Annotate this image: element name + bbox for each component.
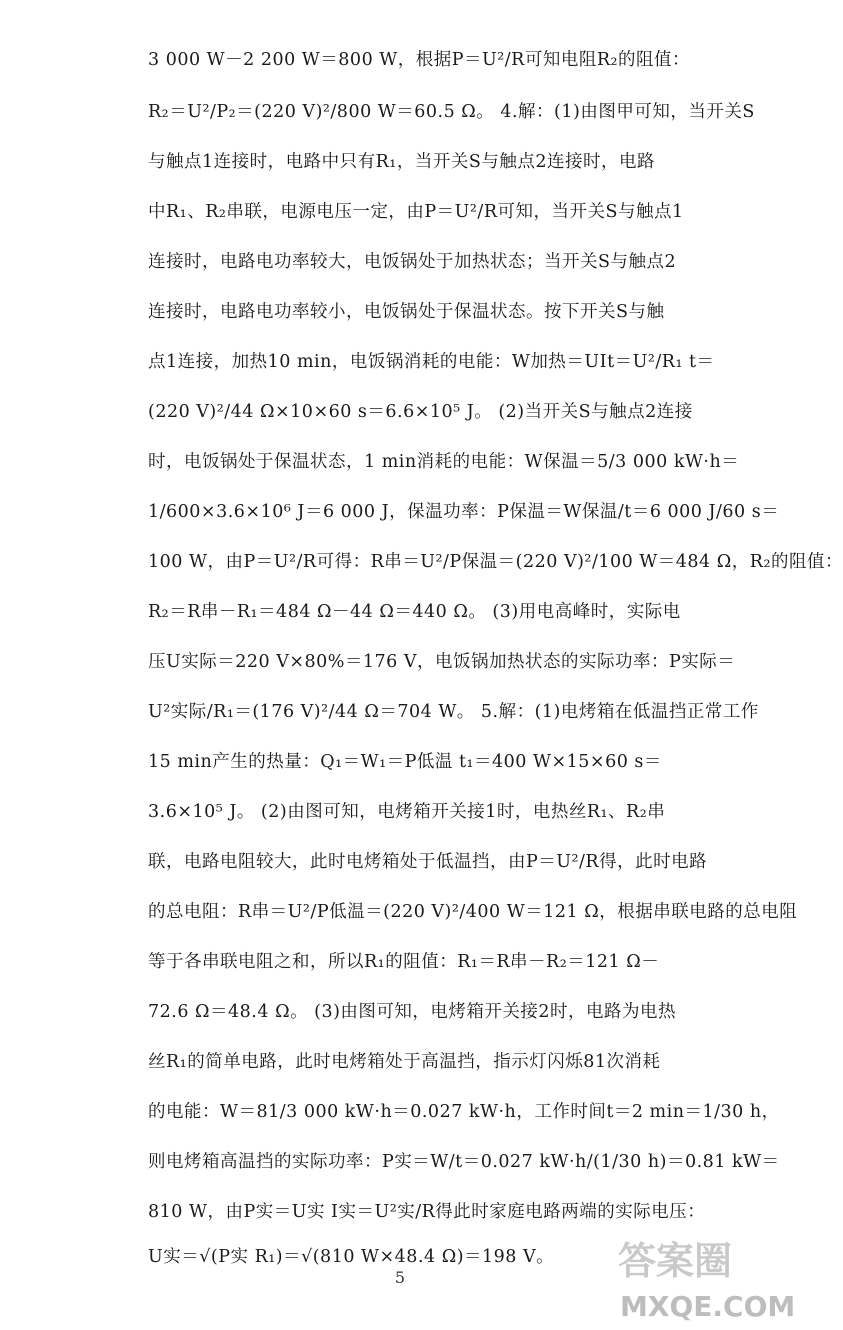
text-line: R₂＝U²/P₂＝(220 V)²/800 W＝60.5 Ω。 4.解：(1)由图甲可知，当开关S [148,102,755,122]
text-line: 等于各串联电阻之和，所以R₁的阻值：R₁＝R串－R₂＝121 Ω－ [148,952,660,972]
text-line: 连接时，电路电功率较大，电饭锅处于加热状态；当开关S与触点2 [148,252,677,272]
text-line: 联，电路电阻较大，此时电烤箱处于低温挡，由P＝U²/R得，此时电路 [148,852,708,872]
text-line: 3.6×10⁵ J。 (2)由图可知，电烤箱开关接1时，电热丝R₁、R₂串 [148,802,666,822]
text-line: 时，电饭锅处于保温状态，1 min消耗的电能：W保温＝5/3 000 kW·h＝ [148,452,740,472]
text-line: 则电烤箱高温挡的实际功率：P实＝W/t＝0.027 kW·h/(1/30 h)＝0.81 kW＝ [148,1152,780,1172]
text-line: 100 W，由P＝U²/R可得：R串＝U²/P保温＝(220 V)²/100 W＝484 Ω，R₂的阻值： [148,552,843,572]
watermark-logo [612,1228,794,1324]
text-line: 15 min产生的热量：Q₁＝W₁＝P低温 t₁＝400 W×15×60 s＝ [148,752,662,772]
text-line: U²实际/R₁＝(176 V)²/44 Ω＝704 W。 5.解：(1)电烤箱在低温挡正常工作 [148,702,759,722]
text-line: 点1连接，加热10 min，电饭锅消耗的电能：W加热＝UIt＝U²/R₁ t＝ [148,352,715,372]
page-number: 5 [394,1268,406,1287]
text-line: 中R₁、R₂串联，电源电压一定，由P＝U²/R可知，当开关S与触点1 [148,202,684,222]
text-line: 与触点1连接时，电路中只有R₁，当开关S与触点2连接时，电路 [148,152,655,172]
text-line: 810 W，由P实＝U实 I实＝U²实/R得此时家庭电路两端的实际电压： [148,1202,706,1222]
text-line: 3 000 W－2 200 W＝800 W，根据P＝U²/R可知电阻R₂的阻值： [148,50,691,70]
text-line: 连接时，电路电功率较小，电饭锅处于保温状态。按下开关S与触 [148,302,665,322]
text-line: 的电能：W＝81/3 000 kW·h＝0.027 kW·h，工作时间t＝2 min＝1/30 h， [148,1102,780,1122]
text-line: U实＝√(P实 R₁)＝√(810 W×48.4 Ω)＝198 V。 [148,1247,555,1267]
text-line: (220 V)²/44 Ω×10×60 s＝6.6×10⁵ J。 (2)当开关S与触点2连接 [148,402,693,422]
watermark-url: MXQE.COM [620,1290,796,1323]
text-line: 丝R₁的简单电路，此时电烤箱处于高温挡，指示灯闪烁81次消耗 [148,1052,661,1072]
text-line: 1/600×3.6×10⁶ J＝6 000 J，保温功率：P保温＝W保温/t＝6 000 J/60 s＝ [148,502,780,522]
text-line: R₂＝R串－R₁＝484 Ω－44 Ω＝440 Ω。 (3)用电高峰时，实际电 [148,602,681,622]
text-line: 压U实际＝220 V×80%＝176 V，电饭锅加热状态的实际功率：P实际＝ [148,652,736,672]
text-line: 72.6 Ω＝48.4 Ω。 (3)由图可知，电烤箱开关接2时，电路为电热 [148,1002,677,1022]
text-line: 的总电阻：R串＝U²/P低温＝(220 V)²/400 W＝121 Ω，根据串联电路的总电阻 [148,902,798,922]
watermark-text: 答案圈 [618,1239,733,1283]
